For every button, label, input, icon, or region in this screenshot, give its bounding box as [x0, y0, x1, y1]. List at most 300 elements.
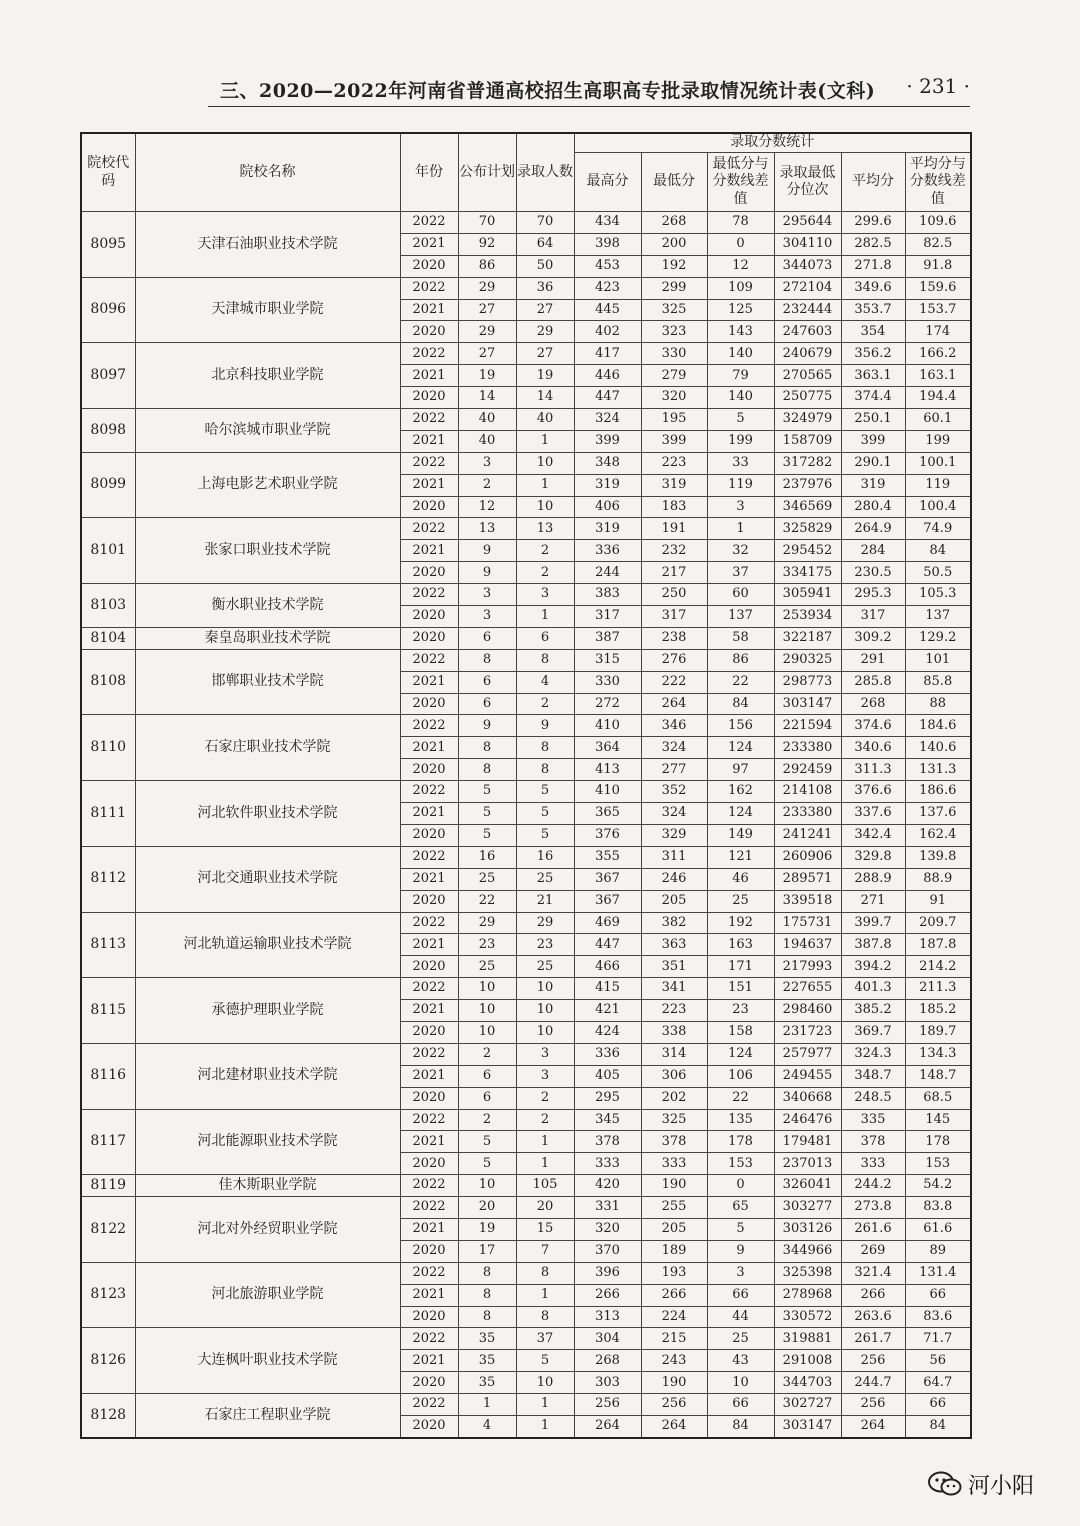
table-row [81, 452, 971, 474]
max-score-cell: 421 [574, 1000, 641, 1022]
plan-cell: 6 [458, 627, 516, 649]
avg-diff-cell: 56 [905, 1350, 971, 1372]
table-row [81, 409, 971, 431]
min-rank-cell: 175731 [774, 912, 841, 934]
min-score-cell: 246 [641, 868, 707, 890]
avg-score-cell: 376.6 [841, 781, 905, 803]
min-diff-cell: 192 [707, 912, 774, 934]
table-row [81, 1175, 971, 1197]
plan-cell: 70 [458, 212, 516, 234]
min-score-cell: 256 [641, 1394, 707, 1416]
min-score-cell: 279 [641, 365, 707, 387]
plan-cell: 5 [458, 781, 516, 803]
page-title: 三、2020—2022年河南省普通高校招生高职高专批录取情况统计表(文科) [220, 80, 876, 102]
min-rank-cell: 303147 [774, 693, 841, 715]
year-cell: 2020 [400, 387, 458, 409]
plan-cell: 25 [458, 956, 516, 978]
admitted-cell: 5 [516, 781, 574, 803]
table-row [81, 584, 971, 606]
avg-diff-cell: 131.4 [905, 1262, 971, 1284]
avg-score-cell: 261.7 [841, 1328, 905, 1350]
max-score-cell: 345 [574, 1109, 641, 1131]
avg-diff-cell: 162.4 [905, 824, 971, 846]
min-diff-cell: 32 [707, 540, 774, 562]
avg-score-cell: 399 [841, 430, 905, 452]
admitted-cell: 19 [516, 365, 574, 387]
min-rank-cell: 237013 [774, 1153, 841, 1175]
min-score-cell: 352 [641, 781, 707, 803]
avg-diff-cell: 50.5 [905, 562, 971, 584]
avg-score-cell: 261.6 [841, 1218, 905, 1240]
school-name: 河北旅游职业学院 [135, 1262, 400, 1328]
plan-cell: 9 [458, 540, 516, 562]
min-diff-cell: 84 [707, 693, 774, 715]
year-cell: 2021 [400, 934, 458, 956]
header-code: 院校代码 [81, 133, 135, 212]
min-rank-cell: 303147 [774, 1415, 841, 1437]
min-score-cell: 215 [641, 1328, 707, 1350]
avg-diff-cell: 137.6 [905, 803, 971, 825]
max-score-cell: 378 [574, 1131, 641, 1153]
school-name: 河北能源职业技术学院 [135, 1109, 400, 1175]
school-name: 天津石油职业技术学院 [135, 212, 400, 278]
admitted-cell: 2 [516, 1109, 574, 1131]
min-score-cell: 192 [641, 255, 707, 277]
header-min-rank: 录取最低分位次 [774, 153, 841, 212]
min-diff-cell: 140 [707, 343, 774, 365]
min-score-cell: 232 [641, 540, 707, 562]
plan-cell: 6 [458, 693, 516, 715]
school-code: 8101 [81, 518, 135, 584]
table-row [81, 912, 971, 934]
school-code: 8096 [81, 277, 135, 343]
table-row [81, 627, 971, 649]
avg-score-cell: 401.3 [841, 978, 905, 1000]
min-rank-cell: 194637 [774, 934, 841, 956]
year-cell: 2021 [400, 1065, 458, 1087]
avg-diff-cell: 74.9 [905, 518, 971, 540]
min-rank-cell: 334175 [774, 562, 841, 584]
year-cell: 2021 [400, 1131, 458, 1153]
plan-cell: 22 [458, 890, 516, 912]
year-cell: 2021 [400, 737, 458, 759]
min-score-cell: 325 [641, 1109, 707, 1131]
min-score-cell: 311 [641, 846, 707, 868]
min-rank-cell: 344073 [774, 255, 841, 277]
header-min: 最低分 [641, 153, 707, 212]
year-cell: 2021 [400, 474, 458, 496]
avg-diff-cell: 68.5 [905, 1087, 971, 1109]
school-code: 8117 [81, 1109, 135, 1175]
avg-diff-cell: 119 [905, 474, 971, 496]
max-score-cell: 413 [574, 759, 641, 781]
year-cell: 2020 [400, 606, 458, 628]
year-cell: 2022 [400, 649, 458, 671]
plan-cell: 35 [458, 1350, 516, 1372]
min-diff-cell: 97 [707, 759, 774, 781]
table-row [81, 1394, 971, 1416]
school-name: 上海电影艺术职业学院 [135, 452, 400, 518]
min-diff-cell: 3 [707, 1262, 774, 1284]
max-score-cell: 365 [574, 803, 641, 825]
min-score-cell: 317 [641, 606, 707, 628]
admitted-cell: 29 [516, 321, 574, 343]
avg-score-cell: 285.8 [841, 671, 905, 693]
admitted-cell: 3 [516, 1043, 574, 1065]
avg-score-cell: 299.6 [841, 212, 905, 234]
avg-score-cell: 329.8 [841, 846, 905, 868]
min-rank-cell: 326041 [774, 1175, 841, 1197]
school-name: 张家口职业技术学院 [135, 518, 400, 584]
min-score-cell: 202 [641, 1087, 707, 1109]
min-rank-cell: 317282 [774, 452, 841, 474]
min-rank-cell: 302727 [774, 1394, 841, 1416]
avg-diff-cell: 186.6 [905, 781, 971, 803]
plan-cell: 5 [458, 803, 516, 825]
year-cell: 2021 [400, 868, 458, 890]
admitted-cell: 10 [516, 496, 574, 518]
min-rank-cell: 303277 [774, 1197, 841, 1219]
admitted-cell: 5 [516, 803, 574, 825]
avg-score-cell: 349.6 [841, 277, 905, 299]
avg-score-cell: 311.3 [841, 759, 905, 781]
year-cell: 2020 [400, 824, 458, 846]
year-cell: 2020 [400, 1240, 458, 1262]
min-diff-cell: 23 [707, 1000, 774, 1022]
max-score-cell: 244 [574, 562, 641, 584]
plan-cell: 8 [458, 1284, 516, 1306]
year-cell: 2020 [400, 1372, 458, 1394]
school-name: 邯郸职业技术学院 [135, 649, 400, 715]
min-diff-cell: 37 [707, 562, 774, 584]
plan-cell: 86 [458, 255, 516, 277]
min-diff-cell: 153 [707, 1153, 774, 1175]
avg-diff-cell: 105.3 [905, 584, 971, 606]
admitted-cell: 8 [516, 737, 574, 759]
avg-diff-cell: 64.7 [905, 1372, 971, 1394]
year-cell: 2022 [400, 1175, 458, 1197]
header-max: 最高分 [574, 153, 641, 212]
admitted-cell: 1 [516, 1131, 574, 1153]
plan-cell: 27 [458, 343, 516, 365]
avg-diff-cell: 66 [905, 1394, 971, 1416]
admitted-cell: 10 [516, 978, 574, 1000]
min-score-cell: 382 [641, 912, 707, 934]
header-divider [208, 106, 970, 107]
school-code: 8122 [81, 1197, 135, 1263]
max-score-cell: 383 [574, 584, 641, 606]
year-cell: 2021 [400, 1350, 458, 1372]
admitted-cell: 40 [516, 409, 574, 431]
plan-cell: 27 [458, 299, 516, 321]
min-diff-cell: 58 [707, 627, 774, 649]
max-score-cell: 364 [574, 737, 641, 759]
min-score-cell: 195 [641, 409, 707, 431]
admitted-cell: 3 [516, 584, 574, 606]
admitted-cell: 37 [516, 1328, 574, 1350]
min-rank-cell: 227655 [774, 978, 841, 1000]
school-code: 8099 [81, 452, 135, 518]
min-score-cell: 189 [641, 1240, 707, 1262]
min-diff-cell: 119 [707, 474, 774, 496]
year-cell: 2022 [400, 452, 458, 474]
avg-diff-cell: 88 [905, 693, 971, 715]
admitted-cell: 21 [516, 890, 574, 912]
admitted-cell: 20 [516, 1197, 574, 1219]
avg-score-cell: 268 [841, 693, 905, 715]
admitted-cell: 10 [516, 1021, 574, 1043]
year-cell: 2022 [400, 1328, 458, 1350]
min-rank-cell: 250775 [774, 387, 841, 409]
min-rank-cell: 158709 [774, 430, 841, 452]
avg-score-cell: 354 [841, 321, 905, 343]
max-score-cell: 319 [574, 474, 641, 496]
min-diff-cell: 22 [707, 1087, 774, 1109]
min-score-cell: 200 [641, 233, 707, 255]
avg-diff-cell: 66 [905, 1284, 971, 1306]
admitted-cell: 2 [516, 540, 574, 562]
min-diff-cell: 171 [707, 956, 774, 978]
min-diff-cell: 12 [707, 255, 774, 277]
plan-cell: 40 [458, 430, 516, 452]
min-rank-cell: 179481 [774, 1131, 841, 1153]
avg-score-cell: 295.3 [841, 584, 905, 606]
min-rank-cell: 298460 [774, 1000, 841, 1022]
admitted-cell: 25 [516, 868, 574, 890]
year-cell: 2020 [400, 890, 458, 912]
plan-cell: 14 [458, 387, 516, 409]
avg-score-cell: 250.1 [841, 409, 905, 431]
avg-diff-cell: 153 [905, 1153, 971, 1175]
avg-score-cell: 385.2 [841, 1000, 905, 1022]
plan-cell: 10 [458, 1000, 516, 1022]
min-score-cell: 264 [641, 693, 707, 715]
school-code: 8108 [81, 649, 135, 715]
min-score-cell: 264 [641, 1415, 707, 1437]
min-score-cell: 268 [641, 212, 707, 234]
year-cell: 2020 [400, 496, 458, 518]
min-diff-cell: 25 [707, 890, 774, 912]
year-cell: 2021 [400, 803, 458, 825]
avg-score-cell: 244.2 [841, 1175, 905, 1197]
year-cell: 2020 [400, 759, 458, 781]
plan-cell: 92 [458, 233, 516, 255]
year-cell: 2020 [400, 627, 458, 649]
school-code: 8098 [81, 409, 135, 453]
max-score-cell: 268 [574, 1350, 641, 1372]
table-body [81, 212, 971, 1438]
min-score-cell: 325 [641, 299, 707, 321]
max-score-cell: 367 [574, 868, 641, 890]
admitted-cell: 7 [516, 1240, 574, 1262]
avg-diff-cell: 184.6 [905, 715, 971, 737]
max-score-cell: 264 [574, 1415, 641, 1437]
min-diff-cell: 121 [707, 846, 774, 868]
year-cell: 2022 [400, 1109, 458, 1131]
avg-diff-cell: 100.4 [905, 496, 971, 518]
plan-cell: 8 [458, 737, 516, 759]
max-score-cell: 420 [574, 1175, 641, 1197]
year-cell: 2021 [400, 299, 458, 321]
admitted-cell: 15 [516, 1218, 574, 1240]
max-score-cell: 402 [574, 321, 641, 343]
year-cell: 2022 [400, 1043, 458, 1065]
admitted-cell: 10 [516, 1000, 574, 1022]
avg-score-cell: 309.2 [841, 627, 905, 649]
min-score-cell: 255 [641, 1197, 707, 1219]
admitted-cell: 2 [516, 1087, 574, 1109]
min-rank-cell: 330572 [774, 1306, 841, 1328]
min-rank-cell: 231723 [774, 1021, 841, 1043]
avg-score-cell: 333 [841, 1153, 905, 1175]
avg-score-cell: 335 [841, 1109, 905, 1131]
admitted-cell: 23 [516, 934, 574, 956]
min-score-cell: 399 [641, 430, 707, 452]
school-name: 哈尔滨城市职业学院 [135, 409, 400, 453]
admitted-cell: 1 [516, 1394, 574, 1416]
min-score-cell: 183 [641, 496, 707, 518]
avg-score-cell: 378 [841, 1131, 905, 1153]
min-rank-cell: 304110 [774, 233, 841, 255]
min-diff-cell: 5 [707, 409, 774, 431]
max-score-cell: 295 [574, 1087, 641, 1109]
plan-cell: 2 [458, 474, 516, 496]
school-code: 8115 [81, 978, 135, 1044]
min-diff-cell: 135 [707, 1109, 774, 1131]
admitted-cell: 3 [516, 1065, 574, 1087]
year-cell: 2020 [400, 1415, 458, 1437]
header-year: 年份 [400, 133, 458, 212]
plan-cell: 5 [458, 824, 516, 846]
avg-diff-cell: 91.8 [905, 255, 971, 277]
min-rank-cell: 295644 [774, 212, 841, 234]
max-score-cell: 434 [574, 212, 641, 234]
admitted-cell: 1 [516, 1284, 574, 1306]
social-account-name: 河小阳 [968, 1473, 1035, 1499]
max-score-cell: 336 [574, 1043, 641, 1065]
plan-cell: 12 [458, 496, 516, 518]
min-rank-cell: 247603 [774, 321, 841, 343]
table-row [81, 781, 971, 803]
min-score-cell: 205 [641, 890, 707, 912]
year-cell: 2022 [400, 912, 458, 934]
year-cell: 2022 [400, 978, 458, 1000]
admitted-cell: 6 [516, 627, 574, 649]
min-rank-cell: 344703 [774, 1372, 841, 1394]
plan-cell: 29 [458, 912, 516, 934]
admitted-cell: 29 [516, 912, 574, 934]
school-name: 北京科技职业学院 [135, 343, 400, 409]
avg-score-cell: 248.5 [841, 1087, 905, 1109]
plan-cell: 10 [458, 978, 516, 1000]
avg-diff-cell: 166.2 [905, 343, 971, 365]
plan-cell: 9 [458, 715, 516, 737]
max-score-cell: 399 [574, 430, 641, 452]
avg-score-cell: 374.4 [841, 387, 905, 409]
school-code: 8110 [81, 715, 135, 781]
max-score-cell: 348 [574, 452, 641, 474]
max-score-cell: 333 [574, 1153, 641, 1175]
min-score-cell: 217 [641, 562, 707, 584]
avg-score-cell: 374.6 [841, 715, 905, 737]
max-score-cell: 304 [574, 1328, 641, 1350]
table-row [81, 1197, 971, 1219]
admitted-cell: 64 [516, 233, 574, 255]
min-diff-cell: 199 [707, 430, 774, 452]
min-score-cell: 329 [641, 824, 707, 846]
avg-diff-cell: 131.3 [905, 759, 971, 781]
avg-score-cell: 271 [841, 890, 905, 912]
school-code: 8095 [81, 212, 135, 278]
plan-cell: 10 [458, 1021, 516, 1043]
max-score-cell: 367 [574, 890, 641, 912]
min-rank-cell: 241241 [774, 824, 841, 846]
min-diff-cell: 84 [707, 1415, 774, 1437]
avg-diff-cell: 211.3 [905, 978, 971, 1000]
avg-score-cell: 321.4 [841, 1262, 905, 1284]
school-code: 8126 [81, 1328, 135, 1394]
min-score-cell: 266 [641, 1284, 707, 1306]
avg-diff-cell: 199 [905, 430, 971, 452]
min-rank-cell: 346569 [774, 496, 841, 518]
min-rank-cell: 233380 [774, 737, 841, 759]
avg-score-cell: 288.9 [841, 868, 905, 890]
admitted-cell: 1 [516, 430, 574, 452]
max-score-cell: 387 [574, 627, 641, 649]
min-diff-cell: 178 [707, 1131, 774, 1153]
admitted-cell: 27 [516, 299, 574, 321]
max-score-cell: 447 [574, 934, 641, 956]
plan-cell: 16 [458, 846, 516, 868]
wechat-icon [928, 1471, 962, 1497]
admitted-cell: 4 [516, 671, 574, 693]
plan-cell: 2 [458, 1043, 516, 1065]
min-rank-cell: 272104 [774, 277, 841, 299]
min-diff-cell: 109 [707, 277, 774, 299]
min-rank-cell: 270565 [774, 365, 841, 387]
min-diff-cell: 65 [707, 1197, 774, 1219]
school-name: 大连枫叶职业技术学院 [135, 1328, 400, 1394]
plan-cell: 9 [458, 562, 516, 584]
avg-diff-cell: 187.8 [905, 934, 971, 956]
avg-score-cell: 363.1 [841, 365, 905, 387]
avg-score-cell: 342.4 [841, 824, 905, 846]
min-score-cell: 320 [641, 387, 707, 409]
admitted-cell: 5 [516, 824, 574, 846]
avg-diff-cell: 189.7 [905, 1021, 971, 1043]
avg-diff-cell: 214.2 [905, 956, 971, 978]
min-diff-cell: 43 [707, 1350, 774, 1372]
avg-diff-cell: 148.7 [905, 1065, 971, 1087]
school-code: 8111 [81, 781, 135, 847]
min-rank-cell: 290325 [774, 649, 841, 671]
admitted-cell: 105 [516, 1175, 574, 1197]
avg-score-cell: 387.8 [841, 934, 905, 956]
admitted-cell: 1 [516, 474, 574, 496]
min-rank-cell: 214108 [774, 781, 841, 803]
min-diff-cell: 5 [707, 1218, 774, 1240]
max-score-cell: 446 [574, 365, 641, 387]
min-diff-cell: 10 [707, 1372, 774, 1394]
min-diff-cell: 60 [707, 584, 774, 606]
header-avg-diff: 平均分与分数线差值 [905, 153, 971, 212]
avg-score-cell: 282.5 [841, 233, 905, 255]
school-code: 8119 [81, 1175, 135, 1197]
header-name: 院校名称 [135, 133, 400, 212]
min-diff-cell: 33 [707, 452, 774, 474]
max-score-cell: 406 [574, 496, 641, 518]
min-diff-cell: 66 [707, 1284, 774, 1306]
